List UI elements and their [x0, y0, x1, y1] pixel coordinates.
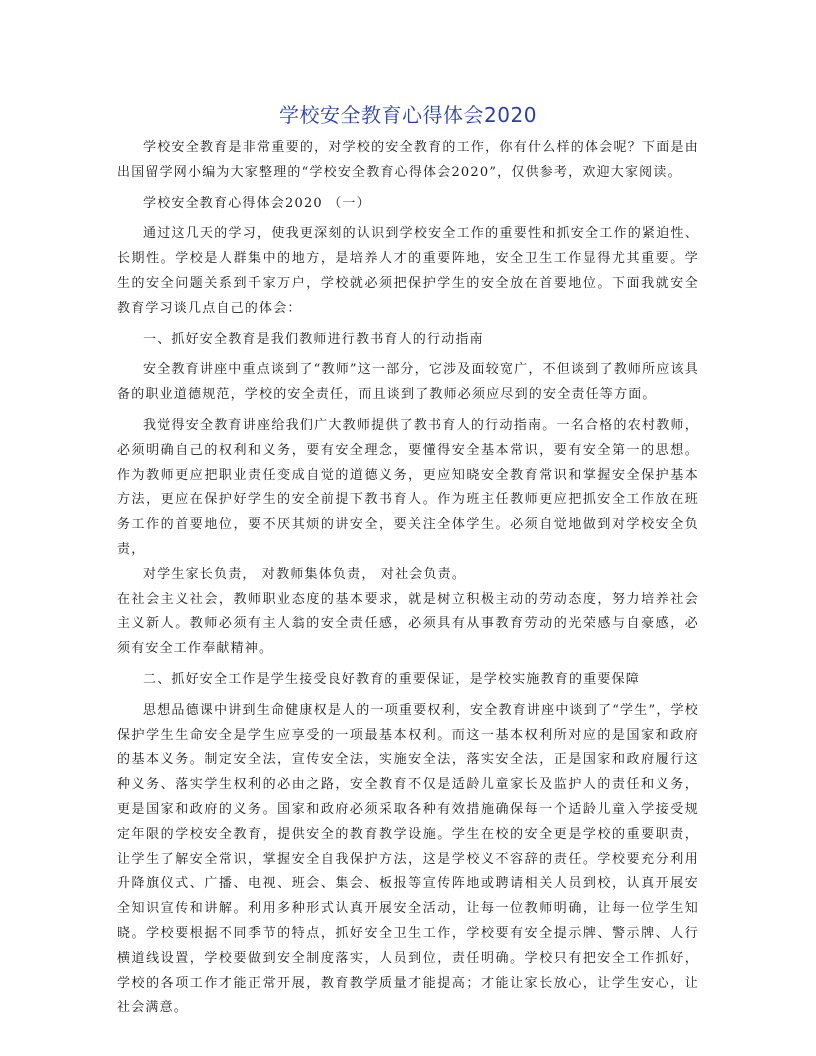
body-paragraph-3-line2: 对学生家长负责， 对教师集体负责， 对社会负责。 — [143, 566, 467, 582]
body-paragraph-3 — [117, 414, 699, 588]
document-page — [117, 96, 699, 1021]
section-heading-1: 一、抓好安全教育是我们教师进行教书育人的行动指南 — [143, 331, 484, 347]
section-subtitle: 学校安全教育心得体会2020 （一） — [143, 195, 371, 211]
body-paragraph-3-main: 我觉得安全教育讲座给我们广大教师提供了教书育人的行动指南。一名合格的农村教师，必须明确自己的权利和义务，要有安全理念，要懂得安全基本常识，要有安全第一的思想。作为教师更应把职业责任变成自觉的道德义务，更应知晓安全教育常识和掌握安全保护基本方法，更应在保护好学生的安全前提下教书育人。作为班主任教师更应把抓安全工作放在班务工作的首要地位，要不厌其烦的讲安全，要关注全体学生。必须自觉地做到对学校安全负责， — [117, 417, 699, 557]
body-paragraph-2: 安全教育讲座中重点谈到了“教师”这一部分，它涉及面较宽广，不但谈到了教师所应该具备的职业道德规范，学校的安全责任，而且谈到了教师必须应尽到的安全责任等方面。 — [117, 362, 699, 403]
section-heading-2: 二、抓好安全工作是学生接受良好教育的重要保证，是学校实施教育的重要保障 — [143, 671, 641, 687]
document-title: 学校安全教育心得体会2020 — [279, 103, 537, 127]
body-paragraph-1: 通过这几天的学习，使我更深刻的认识到学校安全工作的重要性和抓安全工作的紧迫性、长期性。学校是人群集中的地方，是培养人才的重要阵地，安全卫生工作显得尤其重要。学生的安全问题关系到千家万户，学校就必须把保护学生的安全放在首要地位。下面我就安全教育学习谈几点自己的体会： — [117, 226, 699, 316]
intro-paragraph: 学校安全教育是非常重要的，对学校的安全教育的工作，你有什么样的体会呢？下面是由出国留学网小编为大家整理的“学校安全教育心得体会2020”，仅供参考，欢迎大家阅读。 — [117, 140, 699, 180]
body-paragraph-5: 思想品德课中讲到生命健康权是人的一项重要权利，安全教育讲座中谈到了“学生”，学校保护学生生命安全是学生应享受的一项最基本权利。而这一基本权利所对应的是国家和政府的基本义务。制定安全法，宣传安全法，实施安全法，落实安全法，正是国家和政府履行这种义务、落实学生权利的必由之路，安全教育不仅是适龄儿童家长及监护人的责任和义务，更是国家和政府的义务。国家和政府必须采取各种有效措施确保每一个适龄儿童入学接受规定年限的学校安全教育，提供安全的教育教学设施。学生在校的安全更是学校的重要职责，让学生了解安全常识，掌握安全自我保护方法，这是学校义不容辞的责任。学校要充分利用升降旗仪式、广播、电视、班会、集会、板报等宣传阵地或聘请相关人员到校，认真开展安全知识宣传和讲解。利用多种形式认真开展安全活动，让每一位教师明确，让每一位学生知晓。学校要根据不同季节的特点，抓好安全卫生工作，学校要有安全提示牌、警示牌、人行横道线设置，学校要做到安全制度落实，人员到位，责任明确。学校只有把安全工作抓好，学校的各项工作才能正常开展，教育教学质量才能提高；才能让家长放心，让学生安心，让社会满意。 — [117, 702, 699, 1016]
body-paragraph-4: 在社会主义社会，教师职业态度的基本要求，就是树立积极主动的劳动态度，努力培养社会主义新人。教师必须有主人翁的安全责任感，必须具有从事教育劳动的光荣感与自豪感，必须有安全工作奉献精神。 — [117, 591, 699, 657]
